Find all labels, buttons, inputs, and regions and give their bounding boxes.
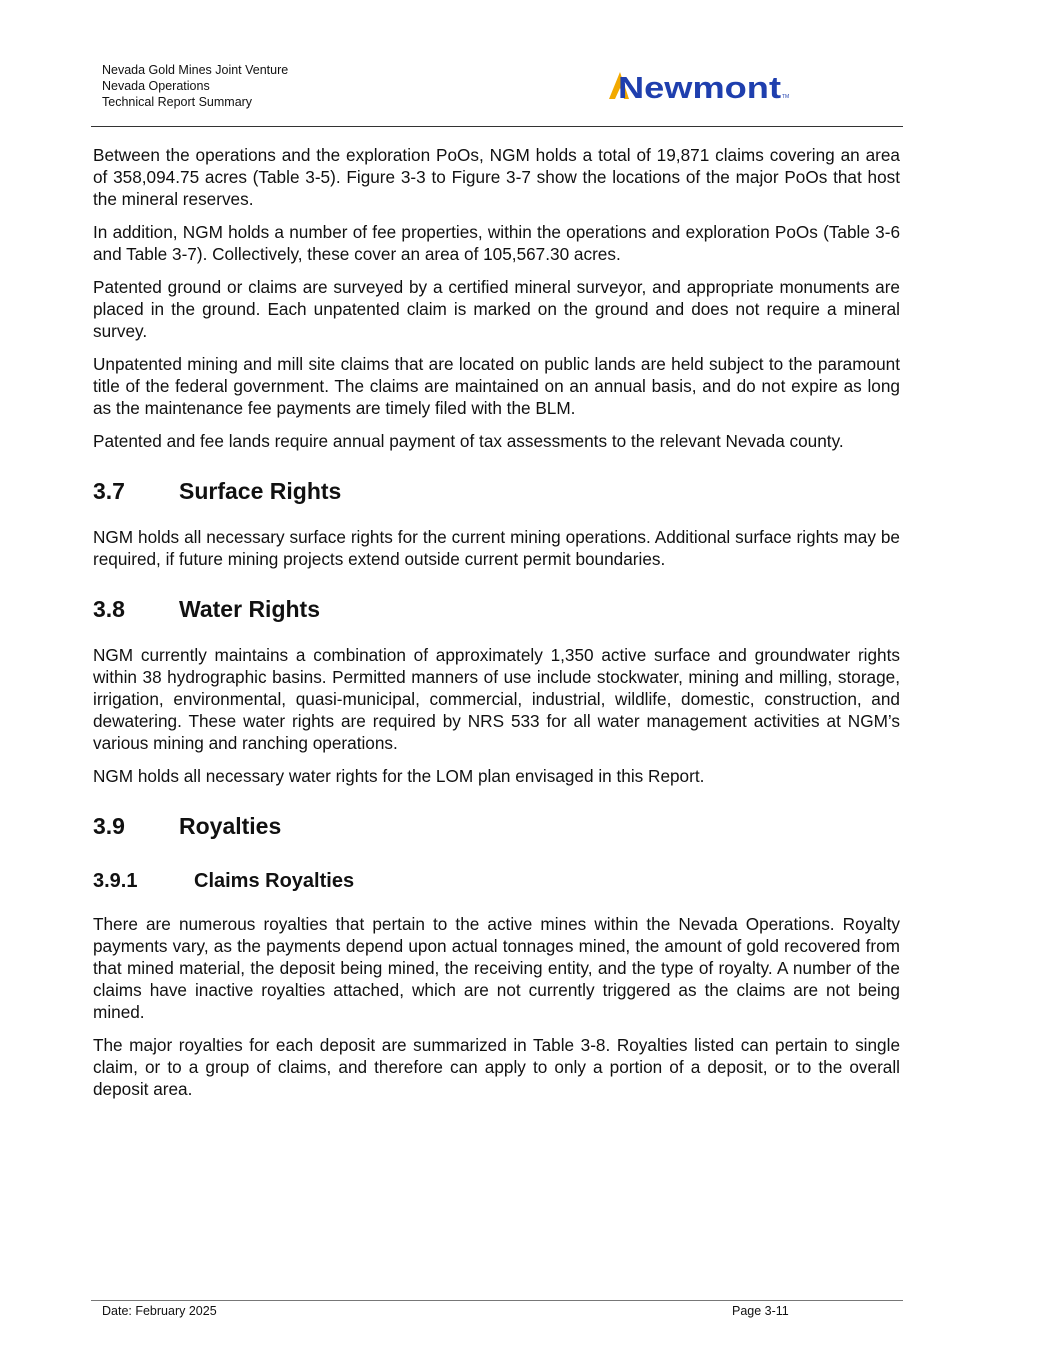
report-header xyxy=(102,62,288,110)
paragraph: In addition, NGM holds a number of fee properties, within the operations and exploration PoOs (Table 3-6 and Table 3-7). Collectively, these cover an area of 105,567.30 acres. xyxy=(93,222,900,264)
newmont-logo xyxy=(608,66,793,106)
footer-page-number: Page 3-11 xyxy=(732,1304,789,1318)
section-heading-surface-rights xyxy=(93,477,900,505)
paragraph: There are numerous royalties that pertain to the active mines within the Nevada Operations. Royalty payments vary, as the payments depend upon actual tonnages mined, the amount of gold recovered from that mined material, the deposit being mined, the receiving entity, and the type of royalty. A number of the claims have inactive royalties attached, which are not currently triggered as the claims are not being mined. xyxy=(93,914,900,1022)
section-number: 3.7 xyxy=(93,478,125,504)
subsection-number: 3.9.1 xyxy=(93,870,138,892)
footer-date: Date: February 2025 xyxy=(102,1304,217,1318)
paragraph: NGM currently maintains a combination of approximately 1,350 active surface and groundwater rights within 38 hydrographic basins. Permitted manners of use include stockwater, mining and milling, storage, irrigation, environmental, quasi-municipal, commercial, industrial, wildlife, domestic, construction, and dewatering. These water rights are required by NRS 533 for all water management activities at NGM’s various mining and ranching operations. xyxy=(93,645,900,753)
paragraph: The major royalties for each deposit are summarized in Table 3-8. Royalties listed can pertain to single claim, or to a group of claims, and therefore can apply to only a portion of a deposit, or to the overall deposit area. xyxy=(93,1035,900,1099)
section-heading-water-rights xyxy=(93,595,900,623)
paragraph: NGM holds all necessary surface rights for the current mining operations. Additional surface rights may be required, if future mining projects extend outside current permit boundaries. xyxy=(93,527,900,569)
header-divider xyxy=(91,126,903,127)
section-number: 3.9 xyxy=(93,813,125,839)
logo-trademark: TM xyxy=(782,94,790,100)
section-heading-royalties xyxy=(93,812,900,840)
subsection-title: Claims Royalties xyxy=(194,870,355,892)
section-title: Royalties xyxy=(179,813,282,839)
section-title: Surface Rights xyxy=(179,478,342,504)
footer-divider xyxy=(91,1300,903,1301)
section-number: 3.8 xyxy=(93,596,125,622)
document-body xyxy=(93,144,900,1111)
header-line-company: Nevada Gold Mines Joint Venture xyxy=(102,63,289,77)
header-line-report-type: Technical Report Summary xyxy=(102,95,253,109)
section-title: Water Rights xyxy=(179,596,320,622)
paragraph: Patented ground or claims are surveyed by a certified mineral surveyor, and appropriate monuments are placed in the ground. Each unpatented claim is marked on the ground and does not require a mineral survey. xyxy=(93,277,900,341)
paragraph: Patented and fee lands require annual payment of tax assessments to the relevant Nevada county. xyxy=(93,431,844,451)
logo-wordmark: Newmont xyxy=(618,70,781,105)
paragraph: NGM holds all necessary water rights for the LOM plan envisaged in this Report. xyxy=(93,766,705,786)
header-line-operations: Nevada Operations xyxy=(102,79,210,93)
paragraph: Between the operations and the exploration PoOs, NGM holds a total of 19,871 claims covering an area of 358,094.75 acres (Table 3-5). Figure 3-3 to Figure 3-7 show the locations of the major PoOs that host the mineral reserves. xyxy=(93,145,900,209)
subsection-heading-claims-royalties xyxy=(93,869,900,893)
paragraph: Unpatented mining and mill site claims that are located on public lands are held subject to the paramount title of the federal government. The claims are maintained on an annual basis, and do not expire as long as the maintenance fee payments are timely filed with the BLM. xyxy=(93,354,900,418)
